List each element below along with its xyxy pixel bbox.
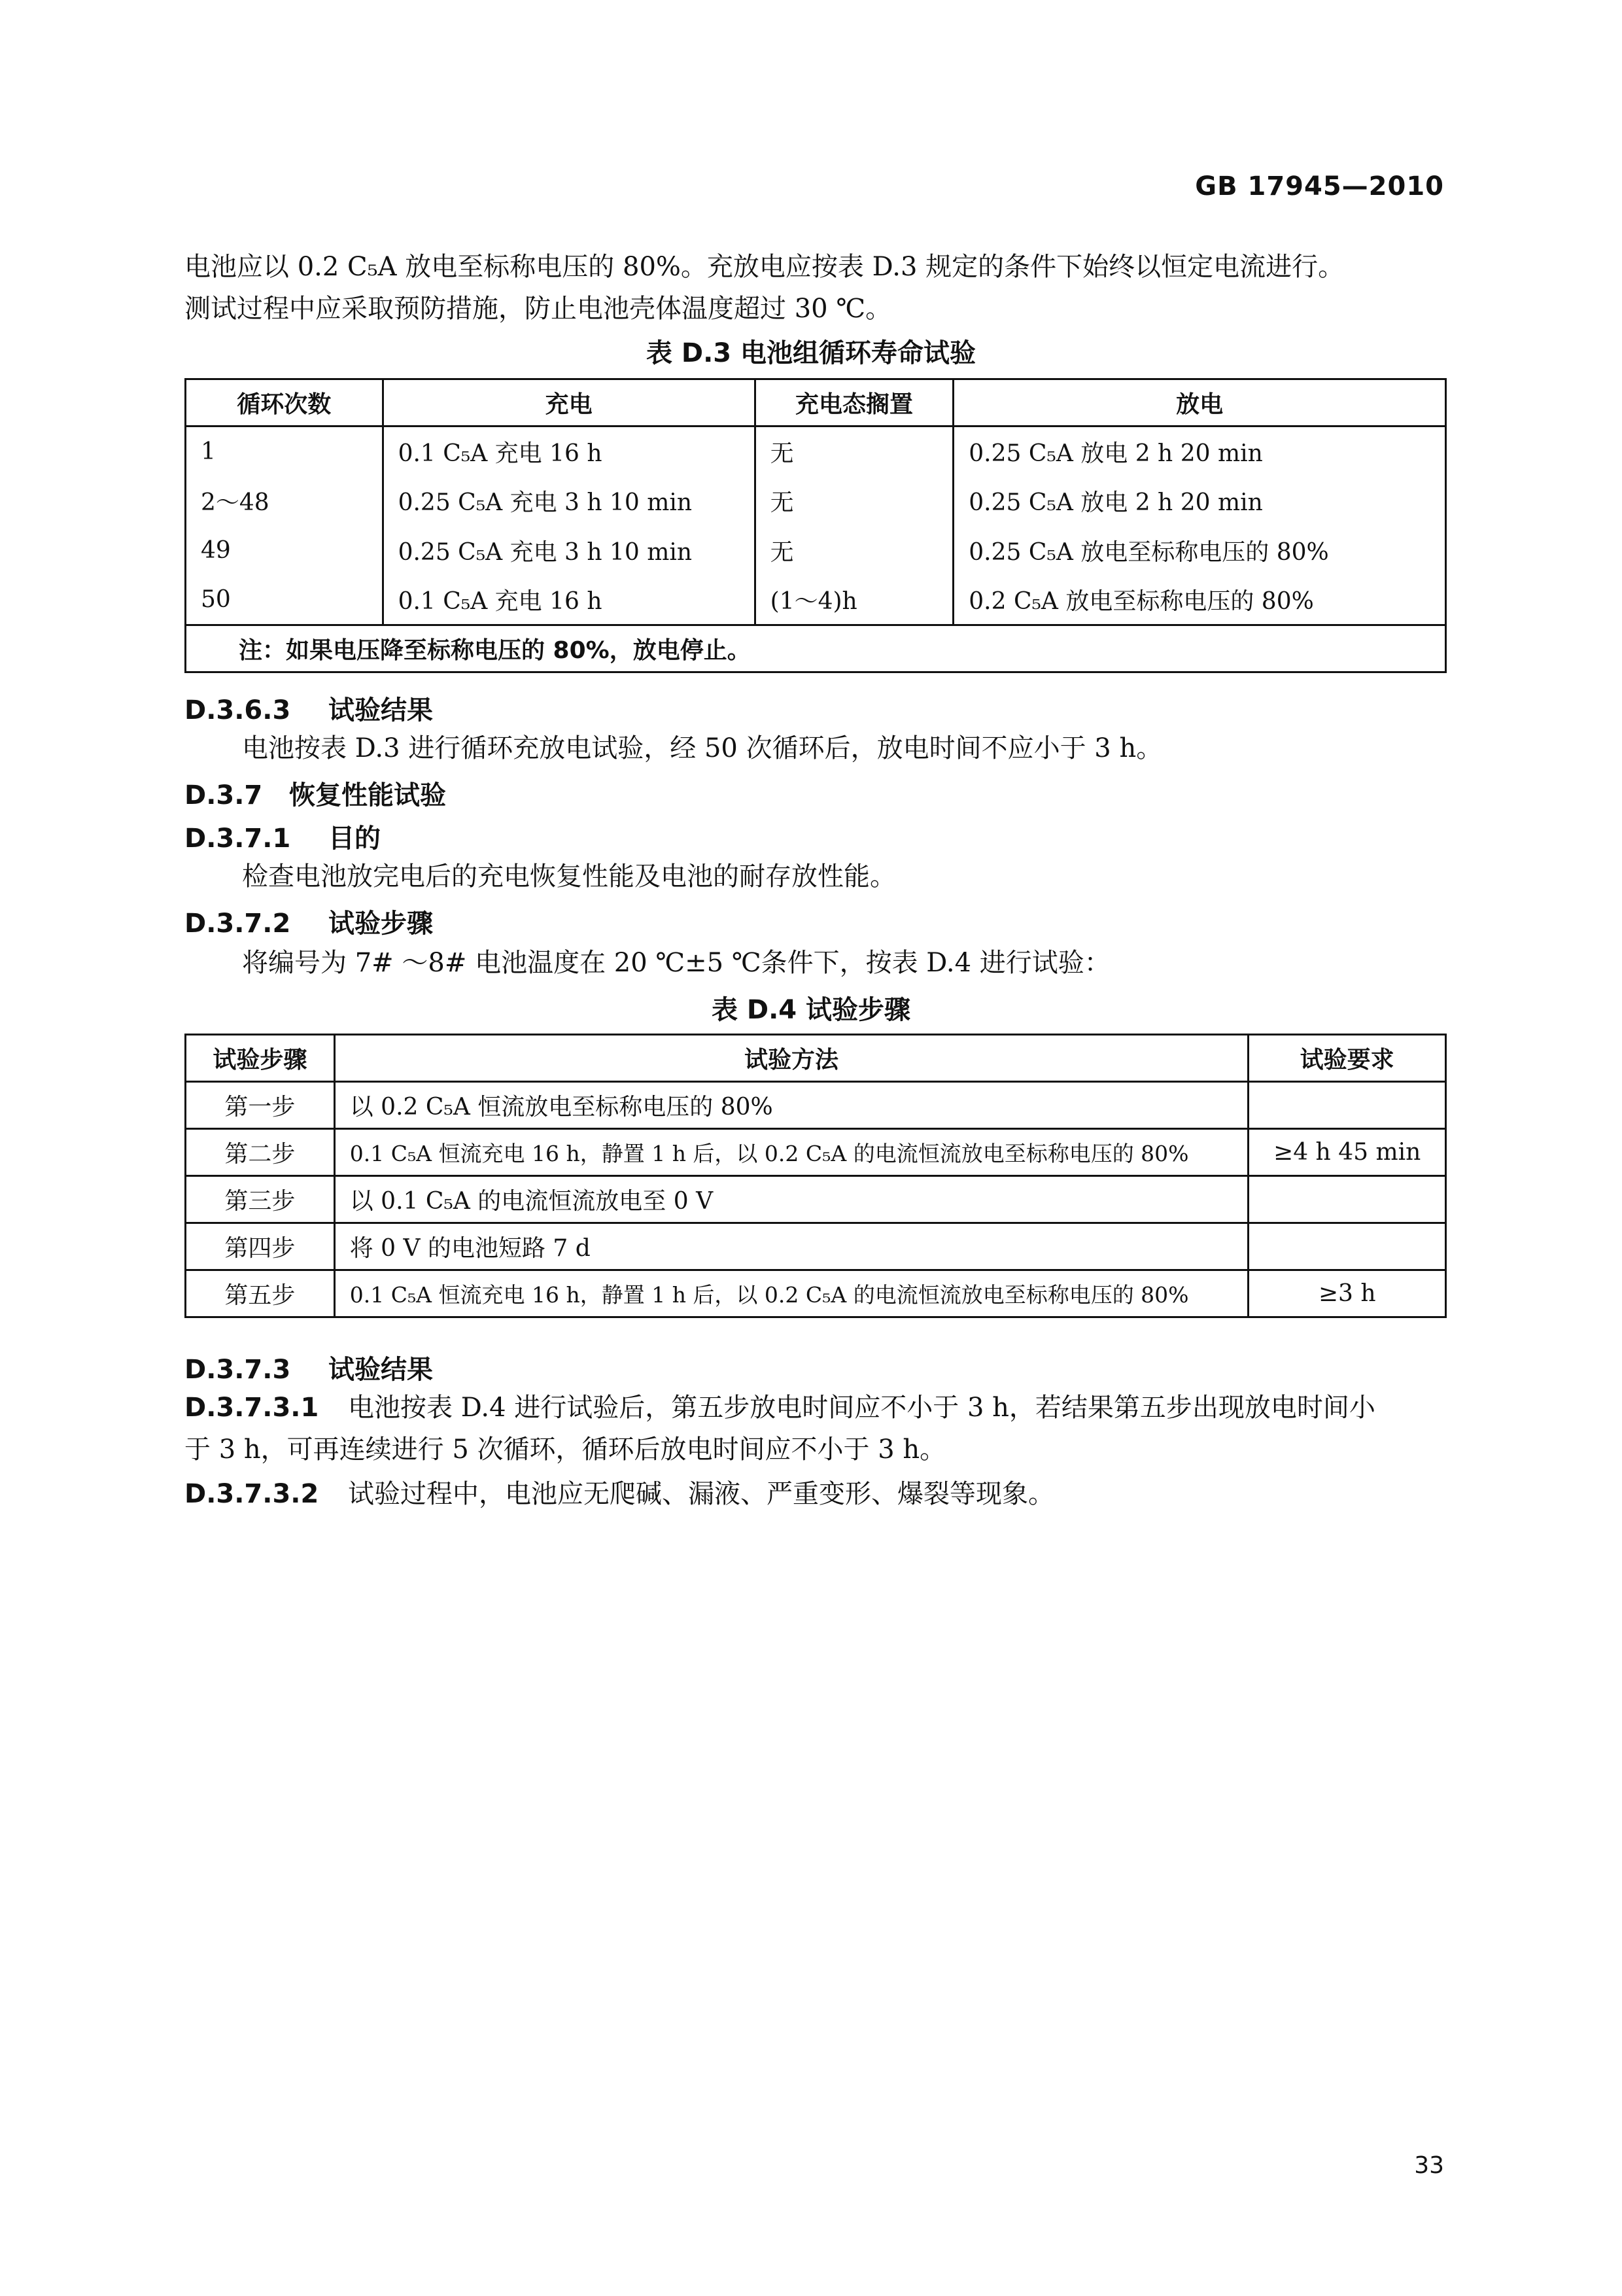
table-cell: 第三步	[186, 1176, 335, 1223]
table-cell: 0.25 C₅A 放电至标称电压的 80%	[954, 526, 1446, 576]
table-cell: 第二步	[186, 1129, 335, 1176]
intro-line-1: 电池应以 0.2 C₅A 放电至标称电压的 80%。充放电应按表 D.3 规定的条件下始终以恒定电流进行。	[184, 252, 1345, 282]
table-row	[186, 1270, 1446, 1317]
table-d4-header-step: 试验步骤	[186, 1035, 335, 1082]
paragraph: 于 3 h，可再连续进行 5 次循环，循环后放电时间应不小于 3 h。	[184, 1435, 946, 1465]
table-cell: 0.1 C₅A 恒流充电 16 h，静置 1 h 后，以 0.2 C₅A 的电流恒流放电至标称电压的 80%	[334, 1270, 1249, 1317]
table-cell: 第五步	[186, 1270, 335, 1317]
section-heading	[184, 774, 446, 812]
section-heading	[184, 818, 381, 855]
table-d3	[184, 378, 1447, 673]
table-cell: 无	[755, 526, 954, 576]
section-title: 目的	[328, 824, 381, 854]
table-cell: 0.25 C₅A 放电 2 h 20 min	[954, 426, 1446, 476]
section-title: 试验步骤	[328, 909, 433, 939]
table-cell: 0.25 C₅A 放电 2 h 20 min	[954, 476, 1446, 526]
table-cell: 无	[755, 476, 954, 526]
standard-code: GB 17945—2010	[1195, 171, 1444, 201]
table-cell: 49	[186, 526, 383, 576]
table-cell: 0.25 C₅A 充电 3 h 10 min	[383, 476, 755, 526]
table-d4-header-row	[186, 1035, 1446, 1082]
table-row	[186, 1223, 1446, 1270]
table-d3-header-charge: 充电	[383, 379, 755, 426]
page-number: 33	[1414, 2152, 1444, 2179]
table-cell: 以 0.1 C₅A 的电流恒流放电至 0 V	[334, 1176, 1249, 1223]
table-row	[186, 526, 1446, 576]
table-row	[186, 476, 1446, 526]
table-note-row	[186, 625, 1446, 672]
intro-line-2: 测试过程中应采取预防措施，防止电池壳体温度超过 30 ℃。	[184, 294, 892, 324]
table-cell	[1249, 1176, 1446, 1223]
table-row	[186, 576, 1446, 625]
table-cell: ≥3 h	[1249, 1270, 1446, 1317]
table-cell: 第一步	[186, 1082, 335, 1129]
table-d3-header-row	[186, 379, 1446, 426]
paragraph	[184, 1387, 1447, 1429]
table-d3-header-rest: 充电态搁置	[755, 379, 954, 426]
table-cell: 无	[755, 426, 954, 476]
section-title: 试验结果	[328, 1355, 433, 1385]
table-cell: (1～4)h	[755, 576, 954, 625]
section-number: D.3.7.3.1	[184, 1393, 319, 1423]
table-cell: 0.2 C₅A 放电至标称电压的 80%	[954, 576, 1446, 625]
table-cell: 以 0.2 C₅A 恒流放电至标称电压的 80%	[334, 1082, 1249, 1129]
table-cell: 50	[186, 576, 383, 625]
table-d4-caption: 表 D.4 试验步骤	[711, 995, 911, 1025]
section-heading	[184, 903, 433, 940]
section-heading	[184, 689, 433, 727]
paragraph-text: 试验过程中，电池应无爬碱、漏液、严重变形、爆裂等现象。	[348, 1479, 1054, 1509]
table-cell: 0.1 C₅A 充电 16 h	[383, 576, 755, 625]
table-cell: 0.1 C₅A 恒流充电 16 h，静置 1 h 后，以 0.2 C₅A 的电流恒流放电至标称电压的 80%	[334, 1129, 1249, 1176]
table-d3-header-discharge: 放电	[954, 379, 1446, 426]
table-d4	[184, 1034, 1447, 1318]
section-number: D.3.6.3	[184, 695, 291, 725]
section-title: 恢复性能试验	[289, 780, 446, 810]
section-number: D.3.7.1	[184, 824, 291, 854]
paragraph	[184, 1473, 1447, 1515]
table-d3-caption: 表 D.3 电池组循环寿命试验	[646, 338, 976, 368]
paragraph: 电池按表 D.3 进行循环充放电试验，经 50 次循环后，放电时间不应小于 3 h。	[242, 733, 1163, 763]
section-number: D.3.7.3	[184, 1355, 291, 1385]
paragraph: 检查电池放完电后的充电恢复性能及电池的耐存放性能。	[242, 861, 896, 892]
table-cell: 2～48	[186, 476, 383, 526]
section-number: D.3.7.2	[184, 909, 291, 939]
section-number: D.3.7.3.2	[184, 1479, 319, 1509]
paragraph-text: 电池按表 D.4 进行试验后，第五步放电时间应不小于 3 h，若结果第五步出现放电时间小	[348, 1393, 1375, 1423]
section-number: D.3.7	[184, 780, 263, 810]
paragraph: 将编号为 7# ～8# 电池温度在 20 ℃±5 ℃条件下，按表 D.4 进行试验：	[242, 948, 1111, 978]
table-cell: ≥4 h 45 min	[1249, 1129, 1446, 1176]
table-cell	[1249, 1223, 1446, 1270]
table-row	[186, 1176, 1446, 1223]
table-d4-header-method: 试验方法	[334, 1035, 1249, 1082]
section-heading	[184, 1349, 433, 1386]
table-cell: 将 0 V 的电池短路 7 d	[334, 1223, 1249, 1270]
table-row	[186, 426, 1446, 476]
table-d3-header-cycles: 循环次数	[186, 379, 383, 426]
table-row	[186, 1129, 1446, 1176]
table-row	[186, 1082, 1446, 1129]
table-cell: 0.1 C₅A 充电 16 h	[383, 426, 755, 476]
table-d4-header-requirement: 试验要求	[1249, 1035, 1446, 1082]
table-d3-note: 注：如果电压降至标称电压的 80%，放电停止。	[186, 625, 1446, 672]
section-title: 试验结果	[328, 695, 433, 725]
table-cell: 第四步	[186, 1223, 335, 1270]
table-cell	[1249, 1082, 1446, 1129]
table-cell: 0.25 C₅A 充电 3 h 10 min	[383, 526, 755, 576]
table-cell: 1	[186, 426, 383, 476]
